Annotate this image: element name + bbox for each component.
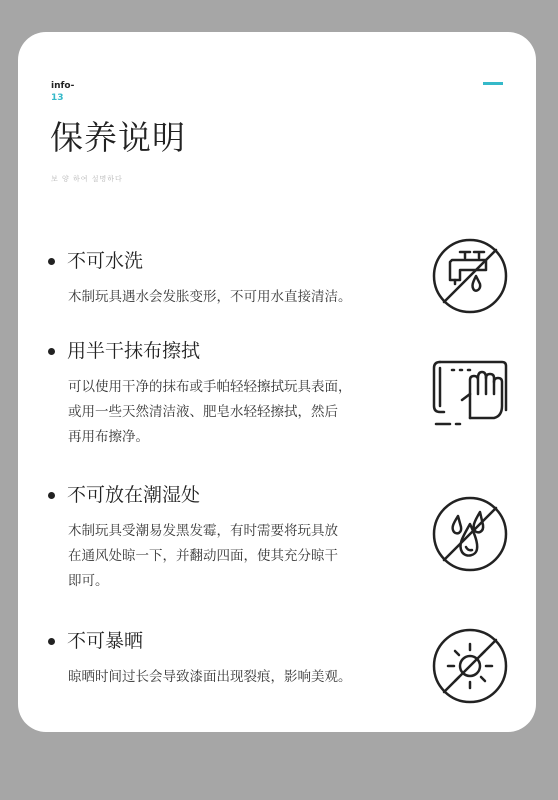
section-title: 不可放在潮湿处 <box>67 484 201 506</box>
body-line: 木制玩具遇水会发胀变形，不可用水直接清洁。 <box>68 289 352 305</box>
body-line: 木制玩具受潮易发黑发霉，有时需要将玩具放 <box>68 523 338 539</box>
bullet-dot <box>48 348 55 355</box>
section-body <box>68 375 413 450</box>
body-line: 或用一些天然清洁液、肥皂水轻轻擦拭，然后 <box>68 404 338 420</box>
bullet-dot <box>48 492 55 499</box>
bullet-dot <box>48 638 55 645</box>
bullet-dot <box>48 258 55 265</box>
section-body <box>68 519 413 594</box>
no-water-faucet-icon <box>430 236 510 316</box>
page-subtitle: 보 양 하여 설명하다 <box>51 175 123 183</box>
care-instructions-card <box>18 32 536 732</box>
no-moisture-drops-icon <box>430 494 510 574</box>
no-sun-icon <box>430 626 510 706</box>
section-title: 用半干抹布擦拭 <box>67 340 201 362</box>
body-line: 可以使用干净的抹布或手帕轻轻擦拭玩具表面， <box>68 379 352 395</box>
section-body <box>68 665 413 690</box>
page-title: 保养说明 <box>50 118 186 157</box>
body-line: 再用布擦净。 <box>68 429 149 445</box>
section-body <box>68 285 413 310</box>
info-number: 13 <box>51 93 64 103</box>
accent-bar <box>483 82 503 85</box>
body-line: 在通风处晾一下，并翻动四面，使其充分晾干 <box>68 548 338 564</box>
section-title: 不可暴晒 <box>67 630 144 652</box>
body-line: 即可。 <box>68 573 109 589</box>
hand-wipe-cloth-icon <box>430 350 510 430</box>
info-label: info- <box>51 81 75 91</box>
body-line: 晾晒时间过长会导致漆面出现裂痕，影响美观。 <box>68 669 352 685</box>
section-title: 不可水洗 <box>67 250 144 272</box>
